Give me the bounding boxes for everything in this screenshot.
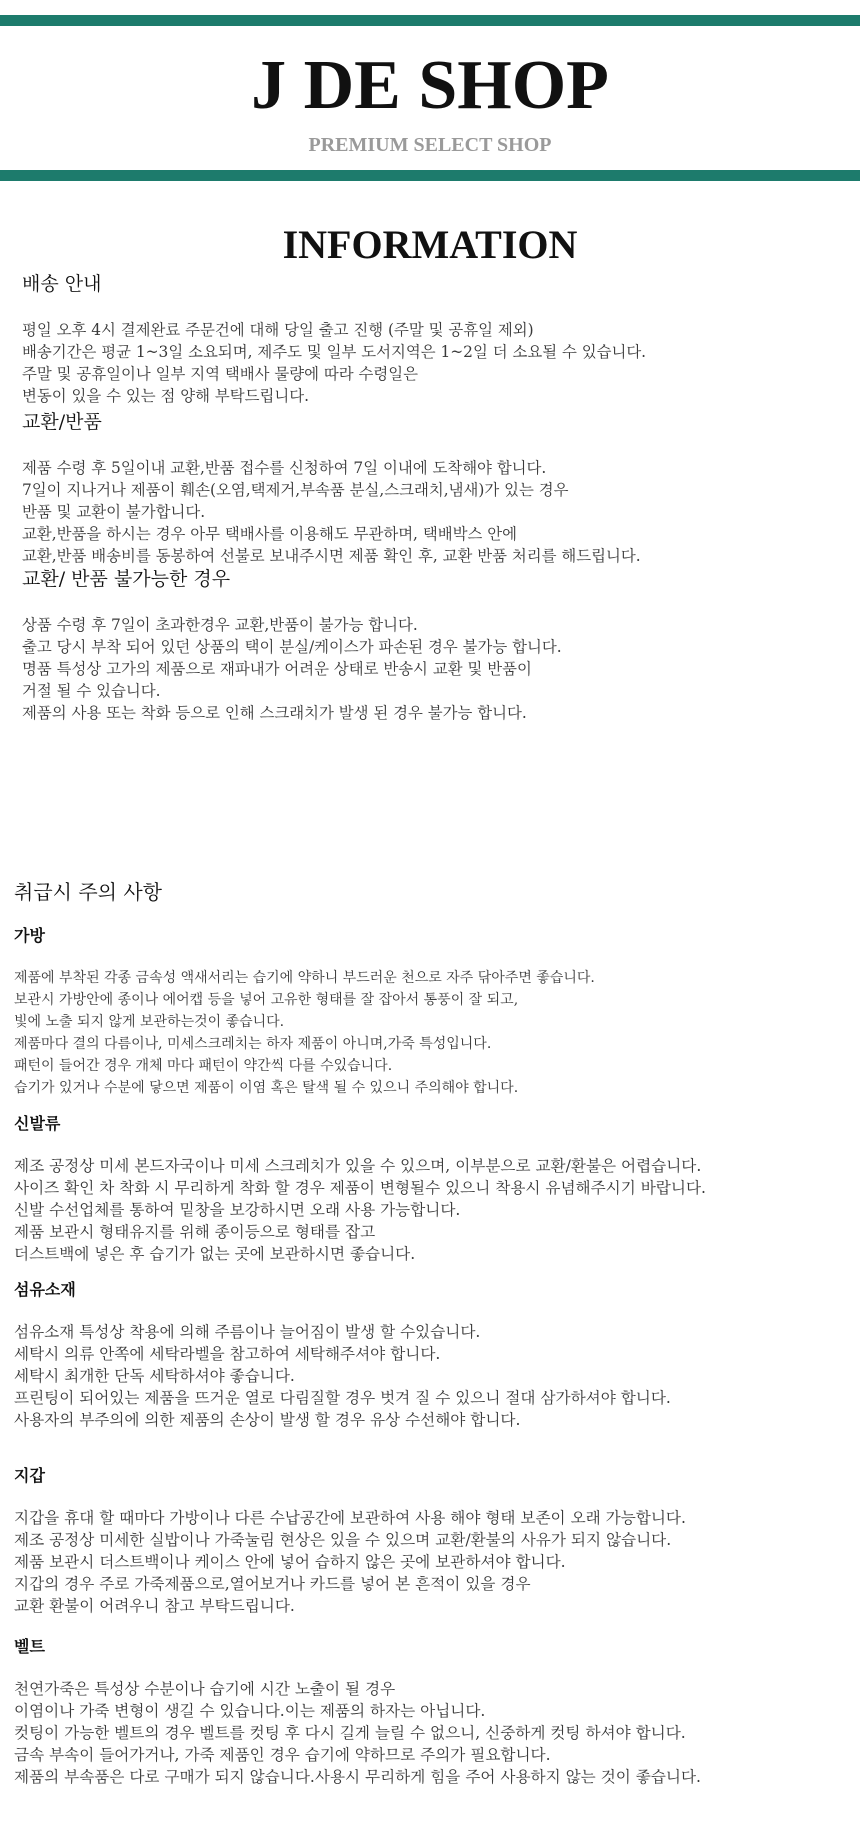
care-section-bag: [14, 925, 595, 1099]
text-line: 사이즈 확인 차 착화 시 무리하게 착화 할 경우 제품이 변형될수 있으니 착용시 유념해주시기 바랍니다.: [14, 1179, 706, 1197]
care-heading: 지갑: [14, 1466, 45, 1485]
shipping-heading: 배송 안내: [22, 273, 102, 295]
shipping-lines: [22, 319, 646, 407]
care-heading: 가방: [14, 926, 45, 945]
care-lines: [14, 1321, 671, 1431]
text-line: 7일이 지나거나 제품이 훼손(오염,택제거,부속품 분실,스크래치,냄새)가 있는 경우: [22, 481, 569, 499]
exchange-lines: [22, 457, 641, 567]
care-heading: 신발류: [14, 1114, 61, 1133]
text-line: 교환 환불이 어려우니 참고 부탁드립니다.: [14, 1597, 295, 1615]
text-line: 교환,반품 배송비를 동봉하여 선불로 보내주시면 제품 확인 후, 교환 반품 처리를 해드립니다.: [22, 547, 641, 565]
text-line: 사용자의 부주의에 의한 제품의 손상이 발생 할 경우 유상 수선해야 합니다.: [14, 1411, 521, 1429]
text-line: 제조 공정상 미세한 실밥이나 가죽눌림 현상은 있을 수 있으며 교환/환불의 사유가 되지 않습니다.: [14, 1531, 672, 1549]
non-returnable-heading: 교환/ 반품 불가능한 경우: [22, 568, 231, 590]
text-line: 제품 보관시 형태유지를 위해 종이등으로 형태를 잡고: [14, 1223, 376, 1241]
text-line: 제품마다 결의 다름이나, 미세스크레치는 하자 제품이 아니며,가죽 특성입니다.: [14, 1036, 492, 1052]
text-line: 거절 될 수 있습니다.: [22, 682, 161, 700]
text-line: 상품 수령 후 7일이 초과한경우 교환,반품이 불가능 합니다.: [22, 616, 418, 634]
text-line: 제품 수령 후 5일이내 교환,반품 접수를 신청하여 7일 이내에 도착해야 합니다.: [22, 459, 547, 477]
text-line: 세탁시 의류 안쪽에 세탁라벨을 참고하여 세탁해주셔야 합니다.: [14, 1345, 441, 1363]
text-line: 신발 수선업체를 통하여 밑창을 보강하시면 오래 사용 가능합니다.: [14, 1201, 461, 1219]
text-line: 제조 공정상 미세 본드자국이나 미세 스크레치가 있을 수 있으며, 이부분으로 교환/환불은 어렵습니다.: [14, 1157, 702, 1175]
care-heading: 섬유소재: [14, 1280, 76, 1299]
site-header: [0, 26, 860, 170]
exchange-section: [22, 409, 641, 567]
exchange-heading: 교환/반품: [22, 411, 102, 433]
text-line: 습기가 있거나 수분에 닿으면 제품이 이염 혹은 탈색 될 수 있으니 주의해야 합니다.: [14, 1080, 519, 1096]
text-line: 프린팅이 되어있는 제품을 뜨거운 열로 다림질할 경우 벗겨 질 수 있으니 절대 삼가하셔야 합니다.: [14, 1389, 671, 1407]
text-line: 명품 특성상 고가의 제품으로 재파내가 어려운 상태로 반송시 교환 및 반품이: [22, 660, 532, 678]
text-line: 세탁시 최개한 단독 세탁하셔야 좋습니다.: [14, 1367, 295, 1385]
text-line: 변동이 있을 수 있는 점 양해 부탁드립니다.: [22, 387, 309, 405]
page-title: INFORMATION: [282, 222, 578, 267]
text-line: 제품 보관시 더스트백이나 케이스 안에 넣어 습하지 않은 곳에 보관하셔야 합니다.: [14, 1553, 566, 1571]
care-lines: [14, 967, 595, 1099]
text-line: 교환,반품을 하시는 경우 아무 택배사를 이용해도 무관하며, 택배박스 안에: [22, 525, 517, 543]
text-line: 빛에 노출 되지 않게 보관하는것이 좋습니다.: [14, 1014, 285, 1030]
care-section-shoes: [14, 1113, 706, 1265]
care-section-belt: [14, 1636, 701, 1788]
care-lines: [14, 1507, 686, 1617]
text-line: 패턴이 들어간 경우 개체 마다 패턴이 약간씩 다를 수있습니다.: [14, 1058, 393, 1074]
text-line: 제품에 부착된 각종 금속성 액새서리는 습기에 약하니 부드러운 천으로 자주 닦아주면 좋습니다.: [14, 970, 595, 986]
text-line: 섬유소재 특성상 착용에 의해 주름이나 늘어짐이 발생 할 수있습니다.: [14, 1323, 481, 1341]
care-lines: [14, 1678, 701, 1788]
text-line: 천연가죽은 특성상 수분이나 습기에 시간 노출이 될 경우: [14, 1680, 396, 1698]
care-section-fabric: [14, 1279, 671, 1431]
non-returnable-lines: [22, 614, 562, 724]
care-section-wallet: [14, 1465, 686, 1617]
text-line: 지갑을 휴대 할 때마다 가방이나 다른 수납공간에 보관하여 사용 해야 형태 보존이 오래 가능합니다.: [14, 1509, 686, 1527]
text-line: 제품의 부속품은 다로 구매가 되지 않습니다.사용시 무리하게 힘을 주어 사용하지 않는 것이 좋습니다.: [14, 1768, 702, 1786]
text-line: 반품 및 교환이 불가합니다.: [22, 503, 206, 521]
top-accent-rule: [0, 15, 860, 26]
text-line: 주말 및 공휴일이나 일부 지역 택배사 물량에 따라 수령일은: [22, 365, 418, 383]
text-line: 컷팅이 가능한 벨트의 경우 벨트를 컷팅 후 다시 길게 늘릴 수 없으니, 신중하게 컷팅 하셔야 합니다.: [14, 1724, 686, 1742]
non-returnable-section: [22, 566, 562, 724]
care-title: 취급시 주의 사항: [14, 880, 162, 904]
text-line: 출고 당시 부착 되어 있던 상품의 택이 분실/케이스가 파손된 경우 불가능 합니다.: [22, 638, 562, 656]
text-line: 제품의 사용 또는 착화 등으로 인해 스크래치가 발생 된 경우 불가능 합니다.: [22, 704, 527, 722]
text-line: 더스트백에 넣은 후 습기가 없는 곳에 보관하시면 좋습니다.: [14, 1245, 416, 1263]
text-line: 배송기간은 평균 1~3일 소요되며, 제주도 및 일부 도서지역은 1~2일 더 소요될 수 있습니다.: [22, 343, 647, 361]
text-line: 평일 오후 4시 결제완료 주문건에 대해 당일 출고 진행 (주말 및 공휴일 제외): [22, 321, 534, 339]
shipping-section: [22, 271, 646, 407]
care-lines: [14, 1155, 706, 1265]
text-line: 이염이나 가죽 변형이 생길 수 있습니다.이는 제품의 하자는 아닙니다.: [14, 1702, 486, 1720]
text-line: 보관시 가방안에 종이나 에어캡 등을 넣어 고유한 형태를 잘 잡아서 통풍이 잘 되고,: [14, 992, 519, 1008]
brand-tagline: PREMIUM SELECT SHOP: [308, 134, 552, 156]
bottom-accent-rule: [0, 170, 860, 181]
text-line: 금속 부속이 들어가거나, 가죽 제품인 경우 습기에 약하므로 주의가 필요합니다.: [14, 1746, 551, 1764]
care-heading: 벨트: [14, 1637, 45, 1656]
text-line: 지갑의 경우 주로 가죽제품으로,열어보거나 카드를 넣어 본 흔적이 있을 경우: [14, 1575, 531, 1593]
brand-logo[interactable]: J DE SHOP: [251, 47, 609, 124]
